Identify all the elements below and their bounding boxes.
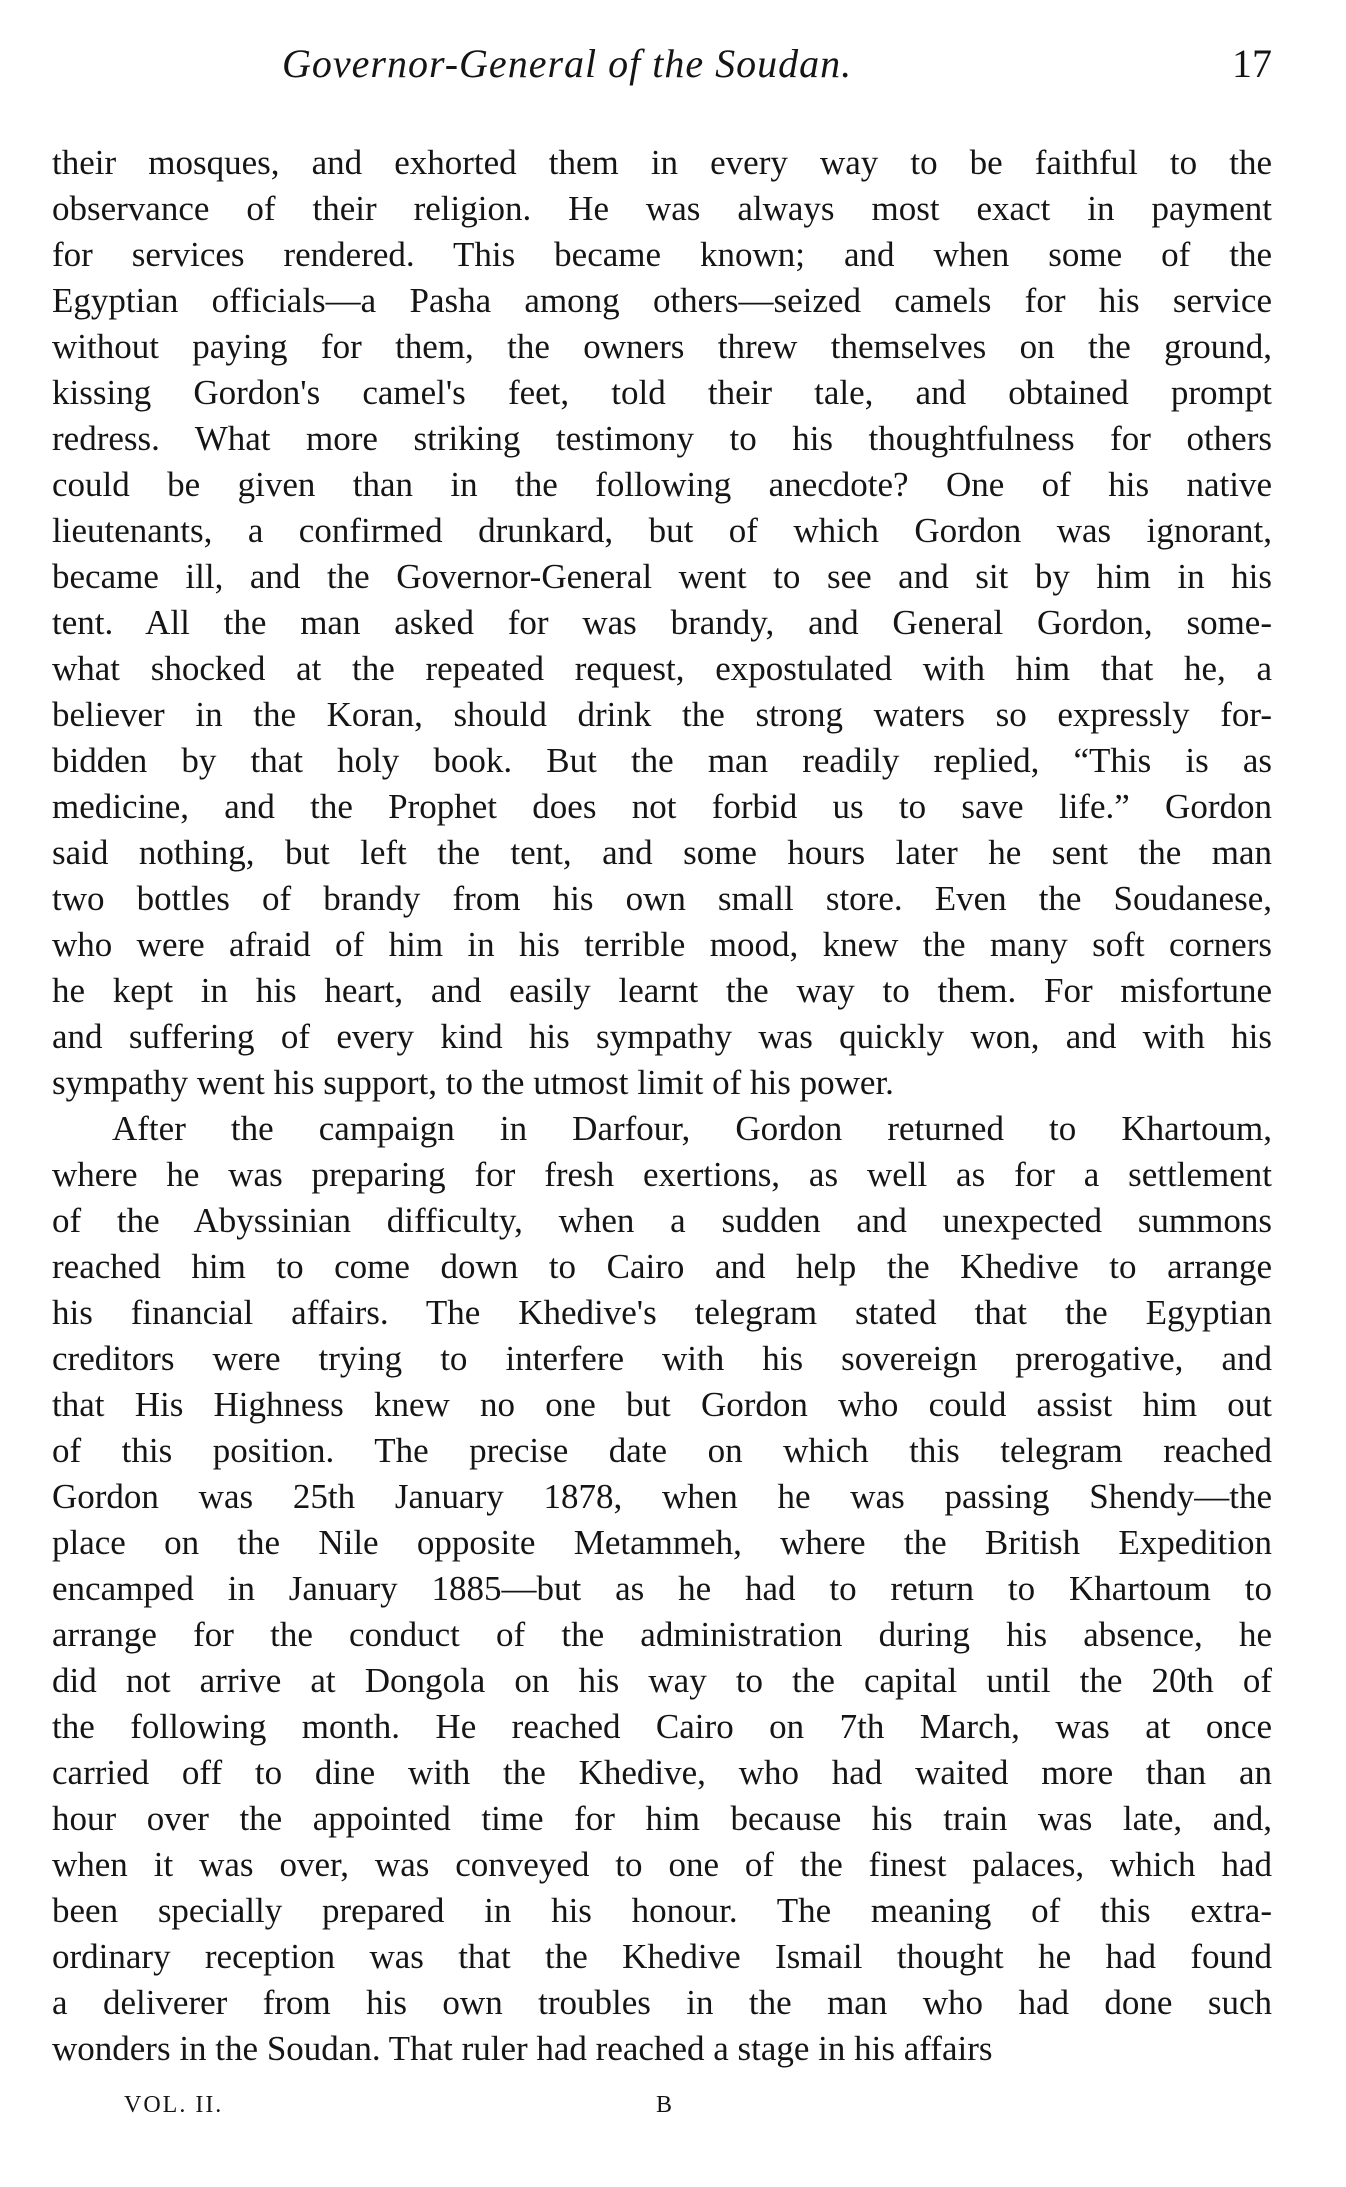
- text-line: where he was preparing for fresh exertions, as well as for a settlement: [52, 1155, 1272, 1194]
- body-text: [52, 140, 1272, 2072]
- text-line: been specially prepared in his honour. The meaning of this extra-: [52, 1891, 1272, 1930]
- text-line: wonders in the Soudan. That ruler had reached a stage in his affairs: [52, 2029, 993, 2068]
- text-line: Egyptian officials—a Pasha among others—seized camels for his service: [52, 281, 1272, 320]
- text-line: After the campaign in Darfour, Gordon returned to Khartoum,: [112, 1109, 1272, 1148]
- text-line: their mosques, and exhorted them in every way to be faithful to the: [52, 143, 1272, 182]
- text-line: bidden by that holy book. But the man readily replied, “This is as: [52, 741, 1272, 780]
- signature-mark: B: [656, 2092, 673, 2118]
- text-line: redress. What more striking testimony to his thoughtfulness for others: [52, 419, 1272, 458]
- text-line: lieutenants, a confirmed drunkard, but of which Gordon was ignorant,: [52, 511, 1272, 550]
- text-line: Gordon was 25th January 1878, when he was passing Shendy—the: [52, 1477, 1272, 1516]
- text-line: two bottles of brandy from his own small store. Even the Soudanese,: [52, 879, 1272, 918]
- text-line: the following month. He reached Cairo on 7th March, was at once: [52, 1707, 1272, 1746]
- text-line: encamped in January 1885—but as he had to return to Khartoum to: [52, 1569, 1272, 1608]
- text-line: hour over the appointed time for him because his train was late, and,: [52, 1799, 1272, 1838]
- paragraph: [52, 140, 1272, 1106]
- text-line: ordinary reception was that the Khedive Ismail thought he had found: [52, 1937, 1272, 1976]
- text-line: reached him to come down to Cairo and help the Khedive to arrange: [52, 1247, 1272, 1286]
- text-line: medicine, and the Prophet does not forbid us to save life.” Gordon: [52, 787, 1272, 826]
- running-title: Governor-General of the Soudan.: [282, 41, 853, 86]
- text-line: that His Highness knew no one but Gordon who could assist him out: [52, 1385, 1272, 1424]
- text-line: his financial affairs. The Khedive's telegram stated that the Egyptian: [52, 1293, 1272, 1332]
- text-line: when it was over, was conveyed to one of the finest palaces, which had: [52, 1845, 1272, 1884]
- text-line: said nothing, but left the tent, and some hours later he sent the man: [52, 833, 1272, 872]
- text-line: kissing Gordon's camel's feet, told their tale, and obtained prompt: [52, 373, 1272, 412]
- text-line: for services rendered. This became known; and when some of the: [52, 235, 1272, 274]
- text-line: tent. All the man asked for was brandy, and General Gordon, some-: [52, 603, 1272, 642]
- paragraph: [52, 1106, 1272, 2072]
- text-line: observance of their religion. He was always most exact in payment: [52, 189, 1272, 228]
- text-line: could be given than in the following anecdote? One of his native: [52, 465, 1272, 504]
- text-line: did not arrive at Dongola on his way to the capital until the 20th of: [52, 1661, 1272, 1700]
- text-line: and suffering of every kind his sympathy was quickly won, and with his: [52, 1017, 1272, 1056]
- text-line: a deliverer from his own troubles in the man who had done such: [52, 1983, 1272, 2022]
- text-line: of this position. The precise date on which this telegram reached: [52, 1431, 1272, 1470]
- text-line: believer in the Koran, should drink the strong waters so expressly for-: [52, 695, 1272, 734]
- text-line: what shocked at the repeated request, expostulated with him that he, a: [52, 649, 1272, 688]
- text-line: he kept in his heart, and easily learnt the way to them. For misfortune: [52, 971, 1272, 1010]
- text-line: carried off to dine with the Khedive, who had waited more than an: [52, 1753, 1272, 1792]
- text-line: became ill, and the Governor-General went to see and sit by him in his: [52, 557, 1272, 596]
- text-line: of the Abyssinian difficulty, when a sudden and unexpected summons: [52, 1201, 1272, 1240]
- text-line: place on the Nile opposite Metammeh, where the British Expedition: [52, 1523, 1272, 1562]
- text-line: arrange for the conduct of the administration during his absence, he: [52, 1615, 1272, 1654]
- volume-mark: VOL. II.: [124, 2092, 224, 2118]
- text-line: without paying for them, the owners threw themselves on the ground,: [52, 327, 1272, 366]
- page-number: 17: [1232, 41, 1272, 86]
- text-line: sympathy went his support, to the utmost limit of his power.: [52, 1063, 894, 1102]
- page-footer: [52, 2092, 1272, 2132]
- text-line: who were afraid of him in his terrible mood, knew the many soft corners: [52, 925, 1272, 964]
- running-head: [52, 40, 1272, 100]
- text-line: creditors were trying to interfere with his sovereign prerogative, and: [52, 1339, 1272, 1378]
